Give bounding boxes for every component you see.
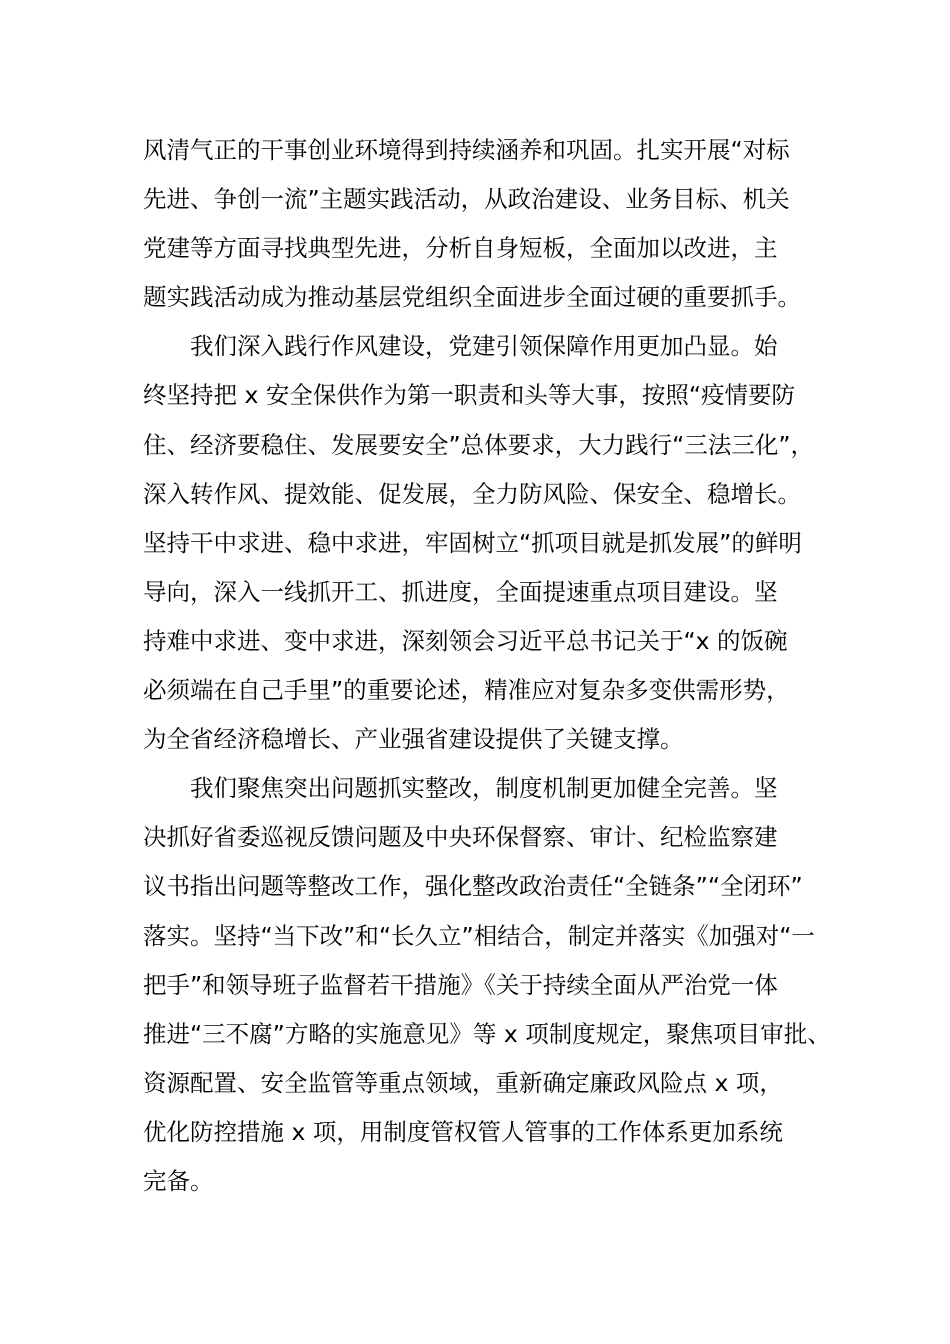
text-line: 议书指出问题等整改工作，强化整改政治责任“全链条”“全闭环”	[143, 872, 803, 901]
text-line: 落实。坚持“当下改”和“长久立”相结合，制定并落实《加强对“一	[143, 921, 815, 950]
paragraph-2	[143, 322, 833, 764]
text-line: 党建等方面寻找典型先进，分析自身短板，全面加以改进，主	[143, 234, 778, 263]
text-line: 优化防控措施 x 项，用制度管权管人管事的工作体系更加系统	[143, 1117, 783, 1146]
text-line: 持难中求进、变中求进，深刻领会习近平总书记关于“x 的饭碗	[143, 626, 788, 655]
text-line: 住、经济要稳住、发展要安全”总体要求，大力践行“三法三化”，	[143, 430, 815, 459]
text-line: 风清气正的干事创业环境得到持续涵养和巩固。扎实开展“对标	[143, 136, 790, 164]
text-line-first: 我们聚焦突出问题抓实整改，制度机制更加健全完善。坚	[190, 774, 778, 803]
text-line: 资源配置、安全监管等重点领域，重新确定廉政风险点 x 项，	[143, 1068, 783, 1097]
document-body	[143, 126, 833, 1206]
paragraph-1	[143, 126, 833, 322]
text-line: 推进“三不腐”方略的实施意见》等 x 项制度规定，聚焦项目审批、	[143, 1019, 831, 1048]
text-line: 必须端在自己手里”的重要论述，精准应对复杂多变供需形势，	[143, 676, 790, 705]
text-line: 决抓好省委巡视反馈问题及中央环保督察、审计、纪检监察建	[143, 823, 778, 852]
text-line: 导向，深入一线抓开工、抓进度，全面提速重点项目建设。坚	[143, 577, 778, 606]
text-line: 终坚持把 x 安全保供作为第一职责和头等大事，按照“疫情要防	[143, 381, 796, 410]
text-line: 完备。	[143, 1166, 214, 1195]
text-line: 深入转作风、提效能、促发展，全力防风险、保安全、稳增长。	[143, 479, 801, 508]
text-line: 先进、争创一流”主题实践活动，从政治建设、业务目标、机关	[143, 185, 790, 214]
text-line: 题实践活动成为推动基层党组织全面进步全面过硬的重要抓手。	[143, 283, 801, 312]
text-line: 为全省经济稳增长、产业强省建设提供了关键支撑。	[143, 725, 684, 754]
paragraph-3	[143, 764, 833, 1206]
text-line: 坚持干中求进、稳中求进，牢固树立“抓项目就是抓发展”的鲜明	[143, 528, 802, 557]
text-line: 把手”和领导班子监督若干措施》《关于持续全面从严治党一体	[143, 970, 778, 999]
text-line-first: 我们深入践行作风建设，党建引领保障作用更加凸显。始	[190, 332, 778, 361]
